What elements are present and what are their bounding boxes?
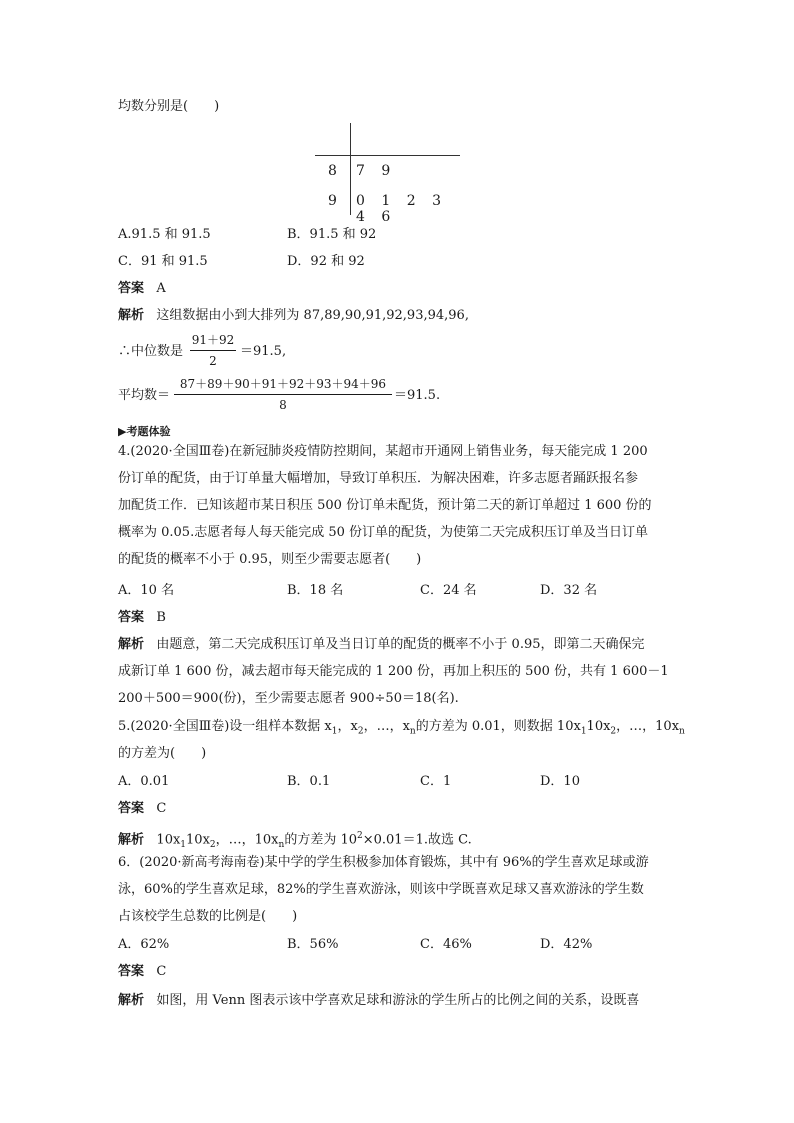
option-d: D．92 和 92 [287,254,365,269]
mean-result: ＝91.5. [394,388,441,403]
fraction-bar [174,394,392,395]
stem-value: 8 [328,163,343,179]
analysis-line [118,636,645,654]
q4-text: 的配货的概率不小于 0.95，则至少需要志愿者( ) [118,552,422,567]
q4-text: 4.(2020·全国Ⅲ卷)在新冠肺炎疫情防控期间，某超市开通网上销售业务，每天能完成 1 200 [118,444,648,459]
answer-label: 答案 [118,281,145,296]
option-d: D．42% [540,937,593,952]
q4-text: 概率为 0.05.志愿者每人每天能完成 50 份订单的配货，为使第二天完成积压订单及当日订单 [118,525,649,540]
median-denominator: 2 [209,354,217,368]
option-d: D．10 [540,774,580,789]
answer-value: B [156,610,166,625]
option-a: A．62% [118,937,170,952]
analysis-text: 这组数据由小到大排列为 87,89,90,91,92,93,94,96, [156,308,469,323]
q4-text: 份订单的配货，由于订单量大幅增加，导致订单积压．为解决困难，许多志愿者踊跃报名参 [118,471,639,486]
stem-divider-horizontal [315,155,460,156]
answer-label: 答案 [118,801,145,816]
option-b: B．0.1 [287,774,331,789]
median-numerator: 91＋92 [191,333,235,347]
fraction-bar [190,350,236,351]
q4-text: 加配货工作．已知该超市某日积压 500 份订单未配货，预计第二天的新订单超过 1 600 份的 [118,498,652,513]
option-b: B．56% [287,937,339,952]
question-stem-tail: 均数分别是( ) [118,99,220,114]
option-a: A.91.5 和 91.5 [118,227,211,242]
analysis-text: 200＋500＝900(份)，至少需要志愿者 900÷50＝18(名). [118,691,459,706]
option-b: B．18 名 [287,583,344,598]
analysis-label: 解析 [118,637,145,652]
answer-line [118,963,166,981]
stem-leaf-plot [310,123,470,225]
analysis-line: 解析 $10x_110x_2$，…，$10x_n$的方差为 $10^2\times 0.01=1$.故选 C. [118,831,472,850]
stem-divider-vertical [350,123,351,215]
answer-value: C [156,964,167,979]
option-a: A．10 名 [118,583,175,598]
option-d: D．32 名 [540,583,598,598]
analysis-line [118,992,639,1010]
q6-text: 占该校学生总数的比例是( ) [118,909,298,924]
answer-label: 答案 [118,964,145,979]
q5-text: 5.(2020·全国Ⅲ卷)设一组样本数据 $x_1$，$x_2$，…，$x_n$的方差为 0.01，则数据 $10x_110x_2$，…，$10x_n$ [118,719,685,737]
answer-value: C [156,801,167,816]
leaf-values: 7 9 [356,163,397,179]
mean-denominator: 8 [279,398,287,412]
median-prefix: ∴中位数是 [118,344,184,359]
q5-text: 的方差为( ) [118,746,207,761]
median-result: ＝91.5, [240,344,287,359]
leaf-values: 0 1 2 3 4 6 [356,193,447,225]
analysis-text: 如图，用 Venn 图表示该中学喜欢足球和游泳的学生所占的比例之间的关系，设既喜 [156,993,640,1008]
analysis-text: 成新订单 1 600 份，减去超市每天能完成的 1 200 份，再加上积压的 500 份，共有 1 600－1 [118,664,669,679]
answer-value: A [156,281,166,296]
answer-line [118,280,166,298]
analysis-label: 解析 [118,993,145,1008]
option-b: B．91.5 和 92 [287,227,377,242]
option-c: C．91 和 91.5 [118,254,208,269]
analysis-line [118,307,469,325]
section-title: ▶考题体验 [118,425,171,438]
option-c: C．1 [420,774,452,789]
q6-text: 泳，60%的学生喜欢足球，82%的学生喜欢游泳，则该中学既喜欢足球又喜欢游泳的学生数 [118,882,644,897]
mean-prefix: 平均数＝ [118,388,171,403]
answer-line [118,609,166,627]
stem-value: 9 [328,193,343,209]
analysis-label: 解析 [118,832,145,848]
analysis-text: 由题意，第二天完成积压订单及当日订单的配货的概率不小于 0.95，即第二天确保完 [156,637,645,652]
answer-label: 答案 [118,610,145,625]
analysis-label: 解析 [118,308,145,323]
option-c: C．24 名 [420,583,477,598]
answer-line [118,800,166,818]
mean-numerator: 87＋89＋90＋91＋92＋93＋94＋96 [179,377,387,391]
q6-text: 6．(2020·新高考海南卷)某中学的学生积极参加体育锻炼，其中有 96%的学生喜欢足球或游 [118,855,649,870]
option-c: C．46% [420,937,472,952]
option-a: A．0.01 [118,774,170,789]
